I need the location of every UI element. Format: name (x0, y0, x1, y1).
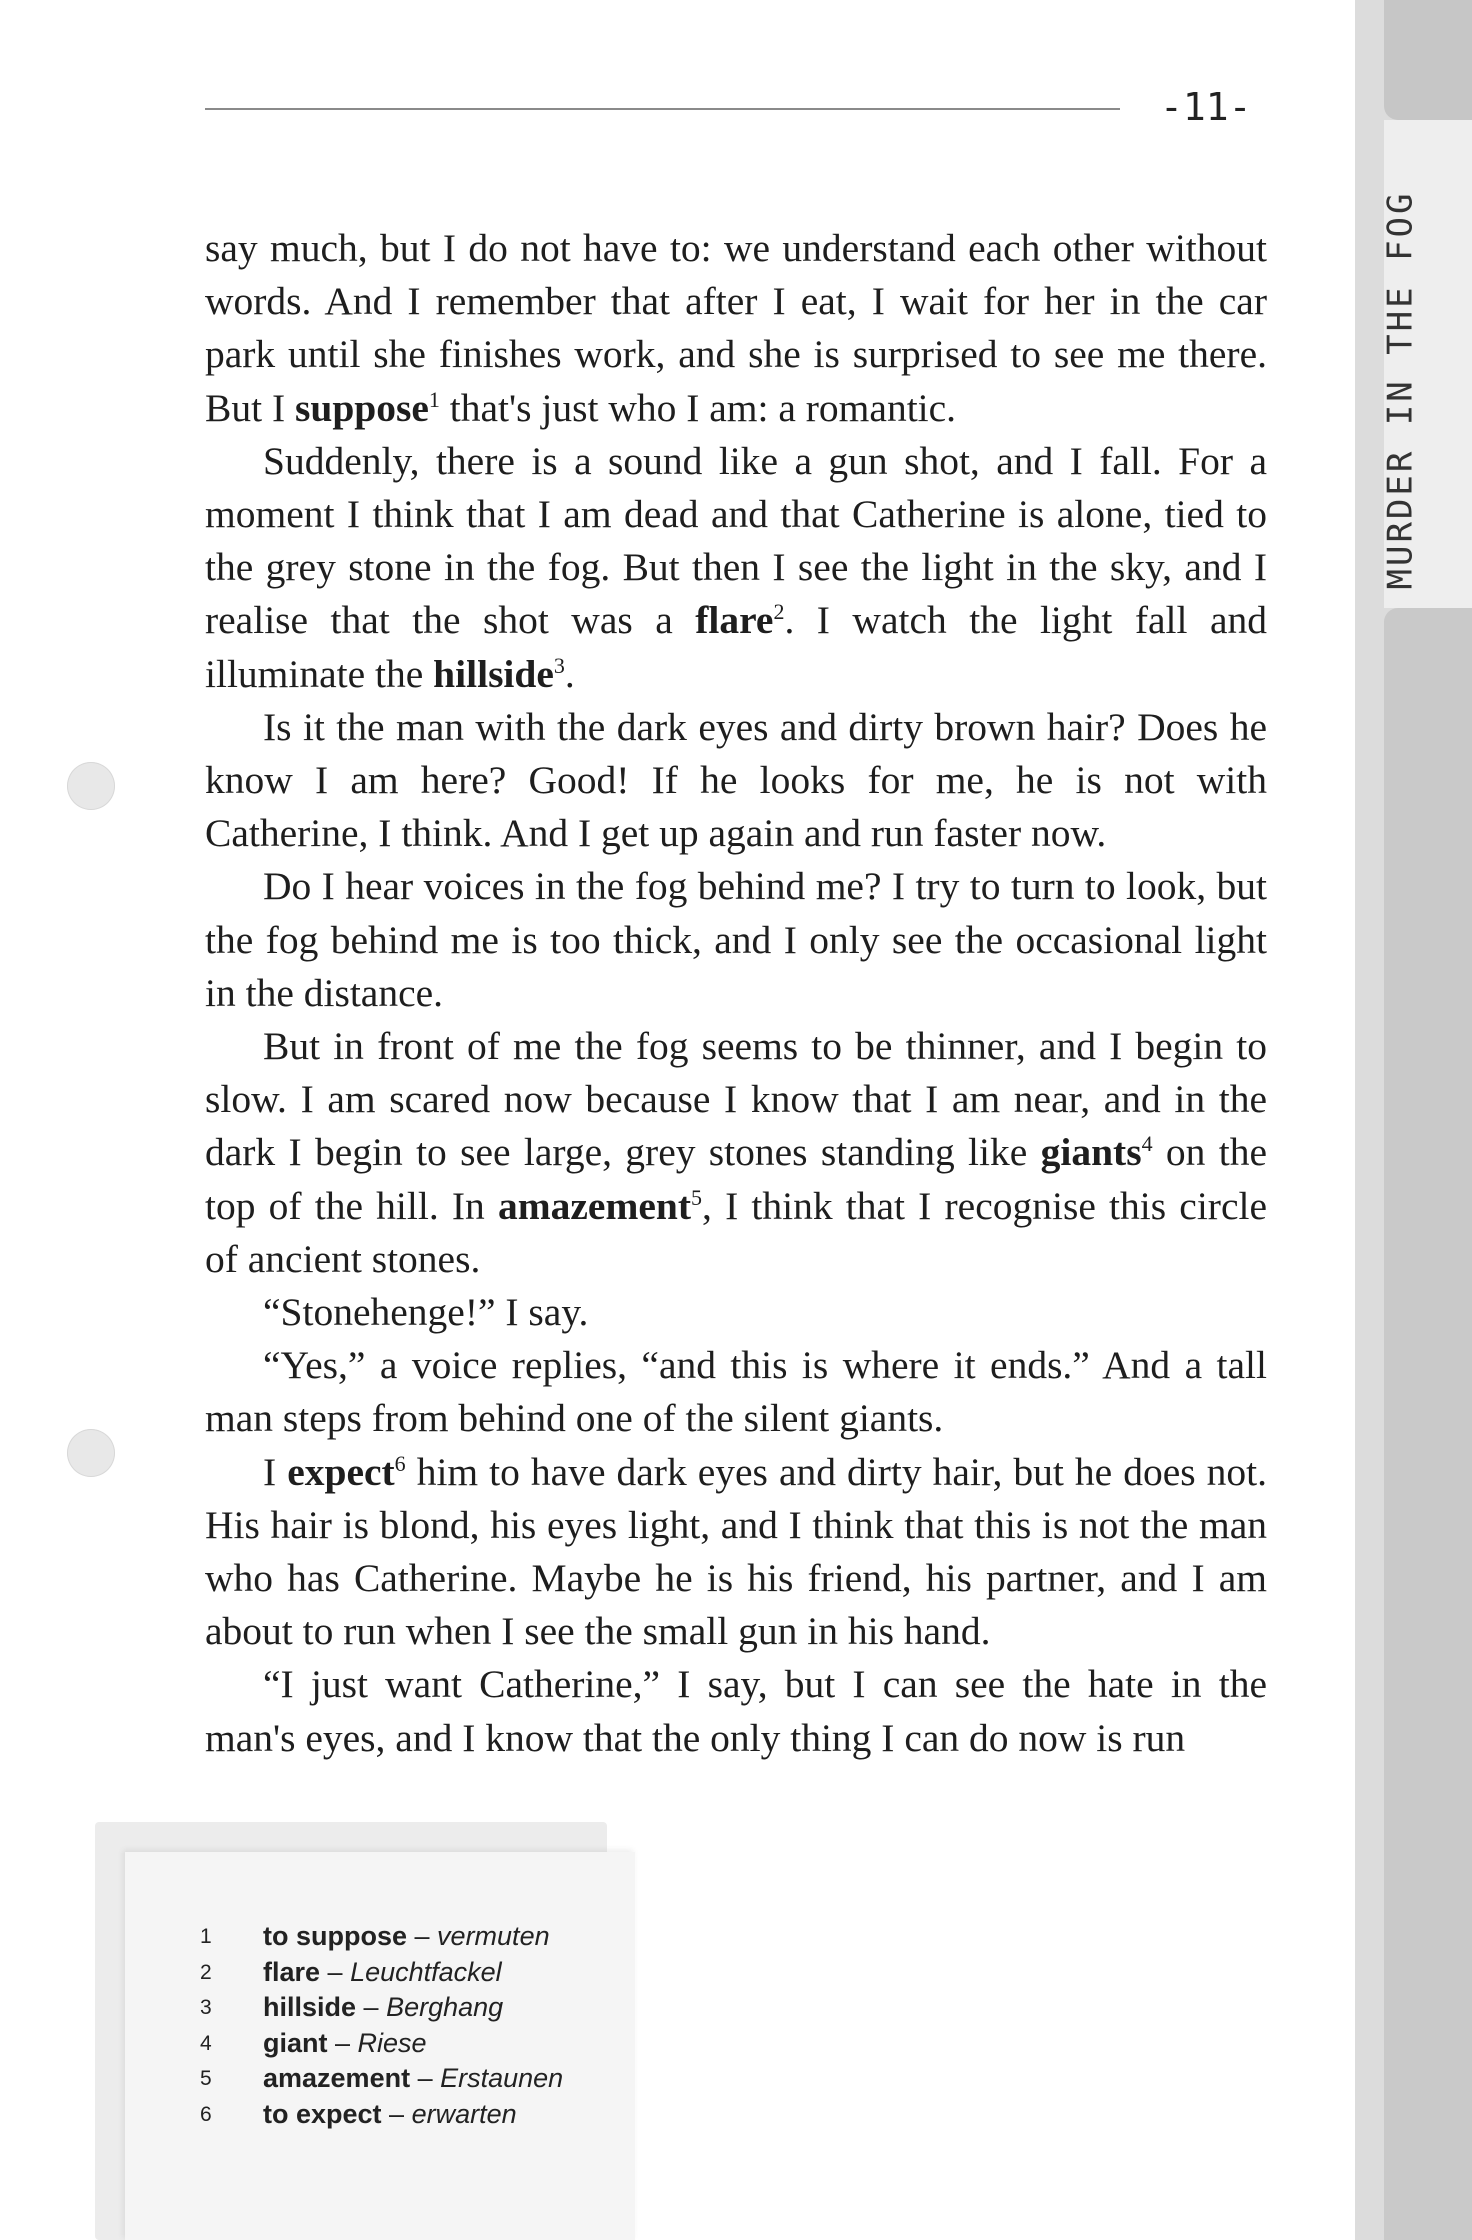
paragraph-text: . (564, 651, 575, 696)
chapter-tab-label: MURDER IN THE FOG (1380, 190, 1420, 590)
glossary-translation: erwarten (411, 2098, 517, 2129)
glossary-translation: Leuchtfackel (350, 1956, 502, 1987)
glossary-number: 6 (200, 2102, 212, 2126)
story-paragraph (205, 1339, 1267, 1445)
glossary-row (200, 1955, 620, 1991)
glossary-word: flare (263, 1956, 321, 1987)
glossary-row (200, 2061, 620, 2097)
glossary-separator: – (356, 1992, 387, 2022)
paragraph-text: But in front of me the fog seems to be thinner, and I begin to slow. I am scared now because I know that I am near, and in the dark I begin to see large, grey stones standing like (205, 1024, 1267, 1175)
footnote-marker: 6 (394, 1450, 406, 1476)
glossary-list (200, 1919, 620, 2132)
paragraph-text: Is it the man with the dark eyes and dirty brown hair? Does he know I am here? Good! If he looks for me, he is not with Catherine, I think. And I get up again and run faster now. (205, 704, 1267, 856)
paragraph-text: say much, but I do not have to: we understand each other without words. And I remember that after I eat, I wait for her in the car park until she finishes work, and she is surprised to see me there. But I (205, 226, 1267, 430)
glossary-number: 1 (200, 1925, 212, 1948)
glossary-word: to expect (263, 2098, 382, 2129)
story-paragraph (205, 1446, 1267, 1659)
paragraph-text: on the top of the hill. In (205, 1130, 1267, 1228)
glossary-separator: – (407, 1921, 438, 1951)
glossary-term: amazement (497, 1183, 692, 1228)
footnote-marker: 3 (553, 652, 565, 678)
story-paragraph (205, 701, 1267, 861)
story-paragraph (205, 860, 1267, 1020)
tab-lower (1384, 608, 1472, 2240)
glossary-translation: Berghang (386, 1992, 504, 2022)
footnote-marker: 1 (428, 386, 440, 412)
story-paragraph (205, 1020, 1267, 1286)
story-paragraph (205, 222, 1267, 435)
glossary-row (200, 1990, 620, 2026)
glossary-row (200, 1919, 620, 1955)
glossary-separator: – (410, 2063, 441, 2093)
tab-upper (1384, 0, 1472, 120)
glossary-number: 2 (200, 1960, 212, 1984)
punch-hole-top (67, 762, 115, 810)
glossary-word: hillside (263, 1992, 357, 2022)
paragraph-text: “Yes,” a voice replies, “and this is where it ends.” And a tall man steps from behind one of the silent giants. (205, 1343, 1267, 1441)
story-text (205, 222, 1267, 1765)
glossary-number: 5 (200, 2067, 212, 2090)
glossary-word: amazement (263, 2063, 411, 2093)
paragraph-text: Do I hear voices in the fog behind me? I try to turn to look, but the fog behind me is too thick, and I only see the occasional light in the distance. (205, 864, 1267, 1015)
chapter-tab-title (1365, 190, 1435, 590)
glossary-translation: Erstaunen (440, 2063, 564, 2093)
page-number: -11- (1160, 85, 1252, 129)
paragraph-text: , I think that I recognise this circle of ancient stones. (205, 1183, 1267, 1281)
glossary-term: flare (695, 598, 774, 643)
glossary-number: 4 (200, 2031, 212, 2055)
paragraph-text: I (263, 1449, 288, 1494)
glossary-term: suppose (294, 385, 429, 430)
glossary-separator: – (320, 1956, 351, 1987)
glossary-separator: – (381, 2098, 412, 2129)
glossary-term: hillside (433, 651, 554, 696)
footnote-marker: 5 (691, 1184, 703, 1210)
paragraph-text: “I just want Catherine,” I say, but I can see the hate in the man's eyes, and I know that the only thing I can do now is run (205, 1662, 1267, 1760)
punch-hole-bottom (67, 1429, 115, 1477)
story-paragraph (205, 1658, 1267, 1764)
glossary-term: expect (287, 1449, 395, 1494)
glossary-term: giants (1040, 1130, 1142, 1175)
glossary-translation: vermuten (437, 1921, 550, 1951)
story-paragraph (205, 1286, 1267, 1339)
glossary-row (200, 2026, 620, 2062)
story-paragraph (205, 435, 1267, 701)
glossary-row (200, 2097, 620, 2133)
glossary-translation: Riese (357, 2027, 427, 2058)
paragraph-text: that's just who I am: a romantic. (439, 385, 957, 430)
footnote-marker: 4 (1141, 1131, 1153, 1157)
glossary-word: giant (263, 2027, 328, 2058)
glossary-word: to suppose (263, 1921, 408, 1951)
glossary-separator: – (327, 2027, 358, 2058)
paragraph-text: “Stonehenge!” I say. (263, 1290, 589, 1335)
paragraph-text: . I watch the light fall and illuminate the (205, 598, 1267, 696)
header-rule (205, 108, 1120, 110)
footnote-marker: 2 (773, 599, 785, 625)
glossary-number: 3 (200, 1996, 212, 2019)
paragraph-text: him to have dark eyes and dirty hair, but he does not. His hair is blond, his eyes light, and I think that this is not the man who has Catherine. Maybe he is his friend, his partner, and I am about to run when I see the small gun in his hand. (205, 1449, 1267, 1654)
paragraph-text: Suddenly, there is a sound like a gun shot, and I fall. For a moment I think that I am dead and that Catherine is alone, tied to the grey stone in the fog. But then I see the light in the sky, and I realise that the shot was a (205, 438, 1267, 643)
